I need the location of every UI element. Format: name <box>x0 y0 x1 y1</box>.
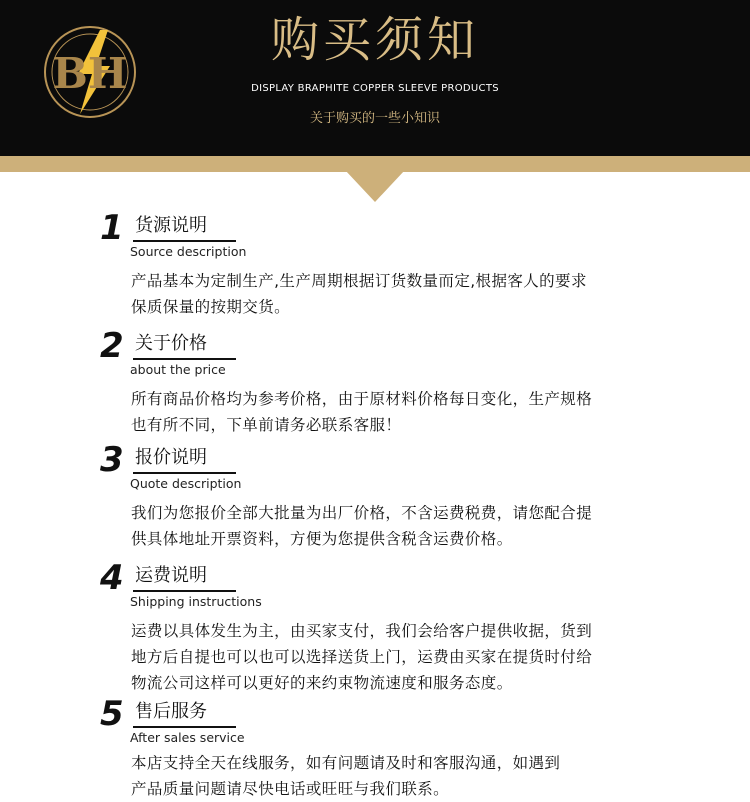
page-tagline: 关于购买的一些小知识 <box>309 111 440 126</box>
body-line: 产品质量问题请尽快电话或旺旺与我们联系。 <box>131 780 450 798</box>
body-line: 运费以具体发生为主，由买家支付，我们会给客户提供收据，货到 <box>131 622 593 640</box>
section-number: 5 <box>100 694 124 734</box>
page-subtitle: DISPLAY BRAPHITE COPPER SLEEVE PRODUCTS <box>251 83 499 94</box>
section-body <box>131 618 691 696</box>
section-subheading: Source description <box>130 244 247 259</box>
section-subheading: about the price <box>130 362 226 377</box>
body-line: 物流公司这样可以更好的来约束物流速度和服务态度。 <box>131 674 513 692</box>
section-heading: 关于价格 <box>135 333 207 354</box>
logo-lettering: BH <box>52 49 128 98</box>
section-heading-underline <box>133 446 236 474</box>
section-body <box>131 500 691 552</box>
body-line: 所有商品价格均为参考价格，由于原材料价格每日变化，生产规格 <box>131 390 593 408</box>
section-heading: 运费说明 <box>135 565 207 586</box>
body-line: 也有所不同，下单前请务必联系客服！ <box>131 416 402 434</box>
body-line: 保质保量的按期交货。 <box>131 298 291 316</box>
gold-arrow-notch <box>345 170 405 202</box>
body-line: 本店支持全天在线服务，如有问题请及时和客服沟通，如遇到 <box>131 754 561 772</box>
body-line: 我们为您报价全部大批量为出厂价格，不含运费税费，请您配合提 <box>131 504 593 522</box>
section-subheading: Shipping instructions <box>130 594 262 609</box>
section-heading-underline <box>133 332 236 360</box>
body-line: 产品基本为定制生产,生产周期根据订货数量而定,根据客人的要求 <box>131 272 587 290</box>
section-number: 1 <box>100 208 124 248</box>
body-line: 地方后自提也可以也可以选择送货上门，运费由买家在提货时付给 <box>131 648 593 666</box>
section-heading: 货源说明 <box>135 215 207 236</box>
body-line: 供具体地址开票资料，方便为您提供含税含运费价格。 <box>131 530 513 548</box>
section-heading: 报价说明 <box>135 447 207 468</box>
page-title: 购买须知 <box>270 12 479 68</box>
section-body <box>131 268 691 320</box>
section-heading-underline <box>133 214 236 242</box>
section-number: 2 <box>100 326 124 366</box>
section-number: 4 <box>100 558 124 598</box>
section-heading-underline <box>133 564 236 592</box>
section-subheading: After sales service <box>130 730 245 745</box>
brand-logo <box>40 22 140 122</box>
section-body <box>131 750 691 802</box>
header-banner <box>0 0 750 156</box>
section-heading-underline <box>133 700 236 728</box>
section-number: 3 <box>100 440 124 480</box>
section-body <box>131 386 691 438</box>
section-heading: 售后服务 <box>135 701 207 722</box>
section-subheading: Quote description <box>130 476 242 491</box>
